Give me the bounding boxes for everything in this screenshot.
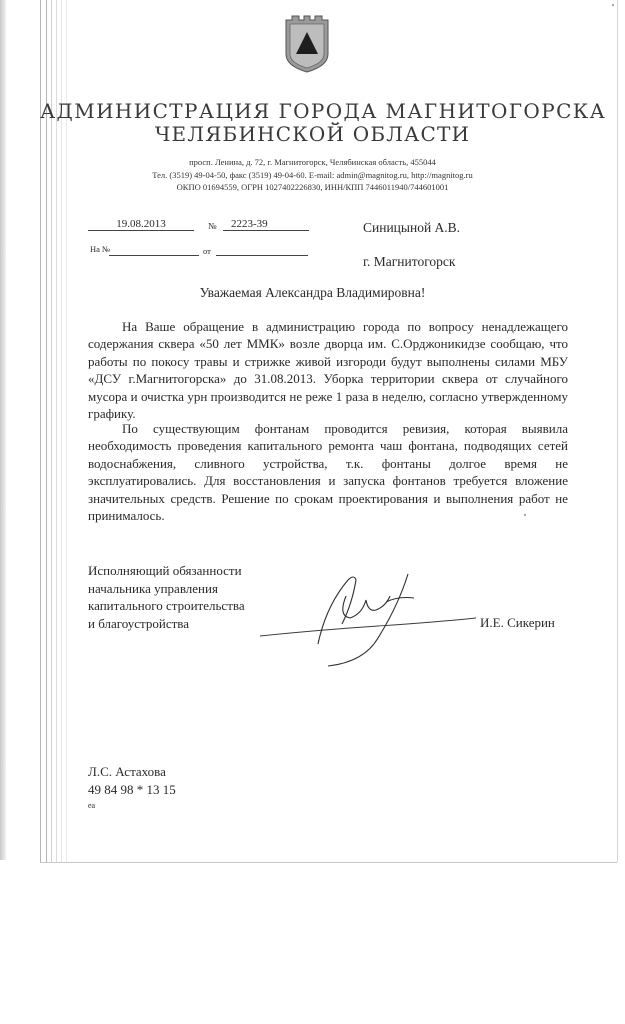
signatory-position	[88, 562, 245, 632]
outgoing-number: 2223-39	[223, 218, 309, 231]
org-address: просп. Ленина, д. 72, г. Магнитогорск, Челябинская область, 455044	[189, 157, 436, 167]
scan-edge-shadow	[0, 0, 6, 860]
position-line: и благоустройства	[88, 615, 190, 631]
handwritten-signature	[258, 566, 478, 676]
scan-speck	[524, 514, 526, 516]
executor-code: ea	[88, 801, 96, 810]
reference-label: На №	[90, 244, 111, 254]
position-line: капитального строительства	[88, 598, 245, 613]
org-region: ЧЕЛЯБИНСКОЙ ОБЛАСТИ	[154, 122, 471, 146]
reference-number-blank	[109, 255, 199, 256]
recipient-name: Синицыной А.В.	[363, 220, 461, 235]
scan-right-edge	[617, 0, 618, 862]
executor-block	[88, 763, 176, 798]
executor-phone: 49 84 98 * 13 15	[88, 781, 176, 797]
number-label: №	[208, 221, 217, 231]
body-paragraph: На Ваше обращение в администрацию города по вопросу ненадлежащего содержания сквера «50 лет ММК» возле дворца им. С.Орджоникидзе сообщаю, что работы по покосу травы и стрижке живой изгороди будут выполнены силами МБУ «ДСУ г.Магнитогорска» до 31.08.2013. Уборка территории сквера от случайного мусора и очистка урн производится не реже 1 раза в неделю, согласно утвержденному графику.	[88, 319, 568, 422]
salutation: Уважаемая Александра Владимировна!	[199, 285, 426, 300]
org-phones: Тел. (3519) 49-04-50, факс (3519) 49-04-60. E-mail: admin@magnitog.ru, http://magnitog.ru	[152, 170, 473, 180]
reference-date-blank	[216, 255, 308, 256]
org-name: АДМИНИСТРАЦИЯ ГОРОДА МАГНИТОГОРСКА	[40, 99, 607, 123]
executor-name: Л.С. Астахова	[88, 764, 166, 779]
reference-from-label: от	[203, 246, 211, 256]
recipient-city: г. Магнитогорск	[363, 254, 456, 269]
body-paragraph: По существующим фонтанам проводится ревизия, которая выявила необходимость проведения капитального ремонта чаш фонтана, подводящих сетей водоснабжения, сливного устройства, т.к. фонтаны долгое время не эксплуатировались. Для восстановления и запуска фонтанов требуется вложение значительных средств. Решение по срокам проектирования и выполнения работ не принималось.	[88, 421, 568, 524]
city-coat-of-arms-icon	[282, 14, 332, 74]
position-line: Исполняющий обязанности	[88, 563, 242, 578]
scan-speck	[612, 4, 614, 6]
position-line: начальника управления	[88, 580, 218, 596]
outgoing-date: 19.08.2013	[88, 218, 194, 231]
scan-bottom-edge	[40, 862, 617, 863]
signer-name: И.Е. Сикерин	[480, 615, 555, 630]
org-codes: ОКПО 01694559, ОГРН 1027402226830, ИНН/КПП 7446011940/744601001	[176, 182, 449, 192]
